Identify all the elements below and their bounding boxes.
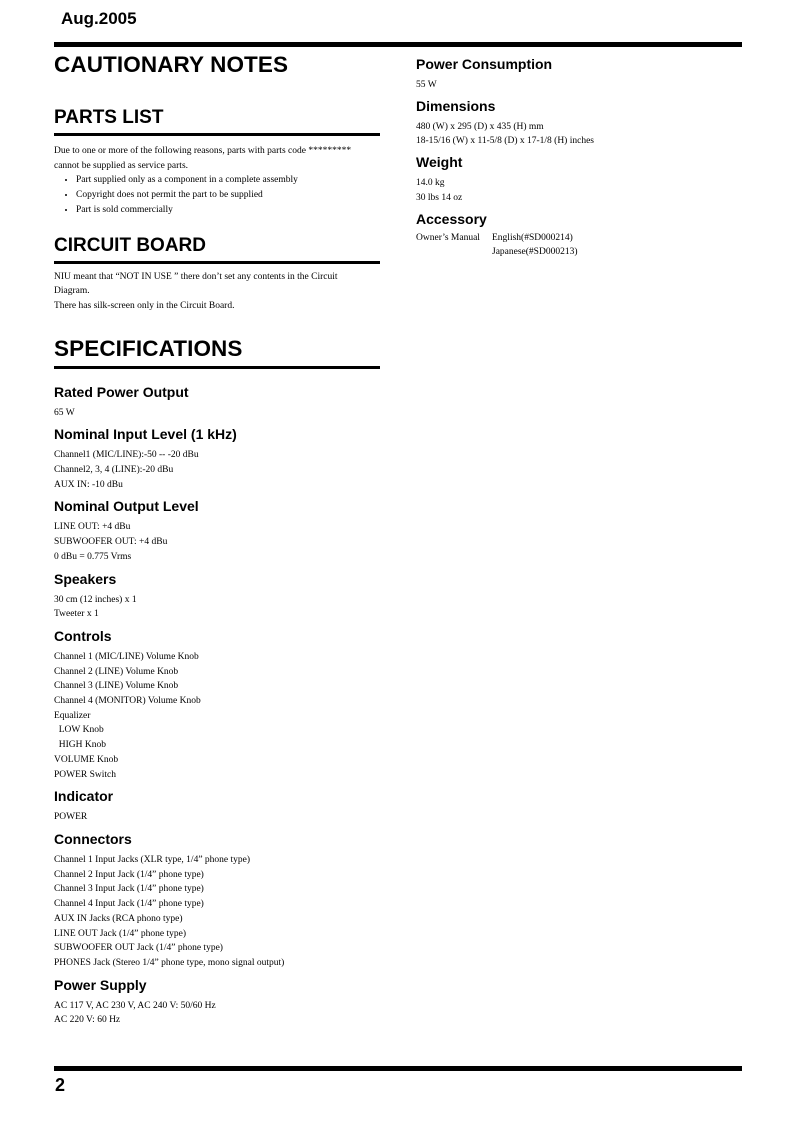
spec-line: 18-15/16 (W) x 11-5/8 (D) x 17-1/8 (H) inches: [416, 136, 594, 147]
spec-heading: Dimensions: [416, 97, 496, 114]
parts-list-title: PARTS LIST: [54, 105, 380, 136]
accessory-label: Owner’s Manual: [416, 232, 480, 243]
spec-section: [416, 97, 746, 149]
spec-heading: Rated Power Output: [54, 383, 189, 400]
parts-list-bullets: [54, 173, 380, 217]
bottom-rule: [54, 1066, 742, 1071]
spec-line: 30 lbs 14 oz: [416, 192, 463, 203]
document-date: Aug.2005: [61, 9, 137, 28]
spec-line: LOW Knob: [54, 725, 104, 736]
accessory-item: English(#SD000214): [492, 232, 573, 243]
spec-line: SUBWOOFER OUT: +4 dBu: [54, 537, 168, 548]
spec-section: [54, 627, 380, 782]
spec-section: [54, 976, 380, 1028]
spec-heading: Power Supply: [54, 976, 147, 993]
spec-line: Channel 2 Input Jack (1/4” phone type): [54, 869, 204, 880]
spec-section: [54, 830, 380, 971]
spec-line: Channel 3 Input Jack (1/4” phone type): [54, 884, 204, 895]
spec-section: [54, 497, 380, 564]
list-item: • Part supplied only as a component in a complete assembly: [76, 173, 380, 188]
spec-heading: Nominal Output Level: [54, 498, 199, 515]
parts-list-intro: [54, 144, 380, 173]
spec-line: Channel1 (MIC/LINE):-50 -- -20 dBu: [54, 450, 199, 461]
spec-line: 480 (W) x 295 (D) x 435 (H) mm: [416, 121, 544, 132]
spec-section: [54, 570, 380, 622]
spec-line: LINE OUT: +4 dBu: [54, 522, 131, 533]
specifications-title: SPECIFICATIONS: [54, 334, 380, 369]
spec-line: Channel2, 3, 4 (LINE):-20 dBu: [54, 465, 174, 476]
list-item: • Copyright does not permit the part to be supplied: [76, 188, 380, 203]
parts-intro-line: cannot be supplied as service parts.: [54, 160, 189, 171]
spec-section: [54, 425, 380, 492]
spec-heading: Weight: [416, 154, 463, 171]
circuit-board-text: [54, 270, 380, 314]
top-rule: [54, 42, 742, 47]
circuit-board-title: CIRCUIT BOARD: [54, 233, 380, 264]
spec-line: 30 cm (12 inches) x 1: [54, 594, 137, 605]
cautionary-notes-title: CAUTIONARY NOTES: [54, 52, 289, 77]
spec-line: SUBWOOFER OUT Jack (1/4” phone type): [54, 943, 223, 954]
spec-line: POWER: [54, 812, 88, 823]
spec-heading: Controls: [54, 627, 112, 644]
spec-line: 65 W: [54, 407, 75, 418]
parts-intro-line: Due to one or more of the following reasons, parts with parts code *********: [54, 146, 352, 156]
spec-line: AC 220 V: 60 Hz: [54, 1015, 121, 1026]
accessory-table: [416, 231, 746, 260]
spec-line: Channel 4 Input Jack (1/4” phone type): [54, 899, 204, 910]
spec-line: Tweeter x 1: [54, 609, 99, 620]
list-item: • Part is sold commercially: [76, 203, 380, 218]
spec-line: VOLUME Knob: [54, 754, 119, 765]
spec-heading: Power Consumption: [416, 56, 553, 72]
spec-section: [416, 55, 746, 93]
spec-section: [54, 383, 380, 421]
spec-line: AUX IN: -10 dBu: [54, 479, 123, 490]
left-column: [54, 50, 380, 1028]
spec-line: Channel 1 Input Jacks (XLR type, 1/4” phone type): [54, 854, 251, 865]
specifications-list-continued: [416, 55, 746, 206]
spec-section: [416, 153, 746, 205]
spec-heading: Indicator: [54, 788, 114, 805]
spec-line: LINE OUT Jack (1/4” phone type): [54, 928, 186, 939]
spec-line: Equalizer: [54, 710, 91, 721]
spec-section: [54, 787, 380, 825]
circuit-line: Diagram.: [54, 286, 90, 297]
spec-line: 14.0 kg: [416, 178, 445, 189]
page-number: 2: [55, 1075, 66, 1095]
circuit-line: NIU meant that “NOT IN USE ” there don’t set any contents in the Circuit: [54, 271, 338, 282]
right-column: [416, 55, 746, 260]
spec-line: 0 dBu = 0.775 Vrms: [54, 551, 132, 562]
spec-heading: Nominal Input Level (1 kHz): [54, 426, 237, 443]
spec-line: Channel 4 (MONITOR) Volume Knob: [54, 696, 201, 707]
spec-line: POWER Switch: [54, 769, 117, 780]
spec-line: PHONES Jack (Stereo 1/4” phone type, mono signal output): [54, 957, 285, 968]
specifications-list: [54, 383, 380, 1028]
spec-line: HIGH Knob: [54, 740, 106, 751]
spec-line: Channel 1 (MIC/LINE) Volume Knob: [54, 651, 199, 662]
spec-heading: Connectors: [54, 830, 132, 847]
accessory-item: Japanese(#SD000213): [492, 247, 578, 258]
spec-line: AUX IN Jacks (RCA phono type): [54, 913, 183, 924]
spec-heading: Speakers: [54, 570, 117, 587]
spec-line: Channel 2 (LINE) Volume Knob: [54, 666, 179, 677]
accessory-title: Accessory: [416, 210, 487, 227]
spec-line: 55 W: [416, 80, 437, 90]
circuit-line: There has silk-screen only in the Circuit Board.: [54, 300, 235, 311]
spec-line: Channel 3 (LINE) Volume Knob: [54, 681, 179, 692]
spec-line: AC 117 V, AC 230 V, AC 240 V: 50/60 Hz: [54, 1000, 216, 1011]
